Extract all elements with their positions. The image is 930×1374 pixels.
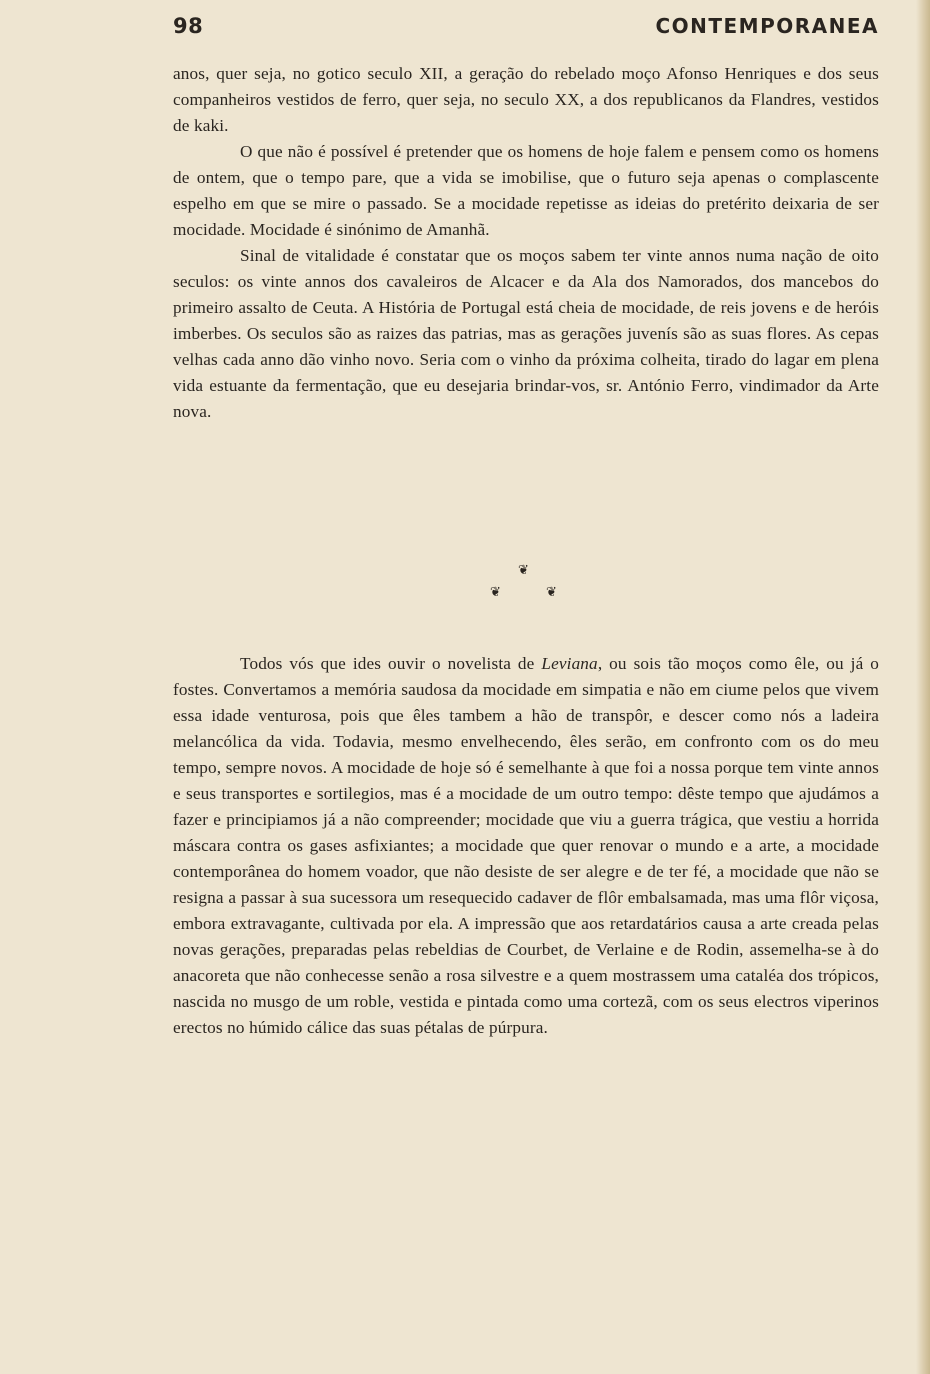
fleuron-icon: ❦ — [490, 585, 501, 600]
text-section-2 — [173, 651, 879, 1041]
fleuron-icon: ❦ — [546, 585, 557, 600]
paragraph-continued: anos, quer seja, no gotico seculo XII, a geração do rebelado moço Afonso Henriques e dos seus companheiros vestidos de ferro, quer seja, no seculo XX, a dos republicanos da Flandres, vestidos de kaki. — [173, 64, 879, 135]
fleuron-icon: ❦ — [518, 563, 529, 578]
running-title: CONTEMPORANEA — [655, 14, 879, 38]
book-title-leviana: Leviana — [541, 654, 598, 673]
page-header — [173, 14, 879, 50]
paragraph-text-start: Todos vós que ides ouvir o novelista de — [240, 654, 542, 673]
text-section-1 — [173, 61, 879, 425]
paragraph — [173, 651, 879, 1041]
section-divider-ornament — [470, 561, 570, 611]
page-number: 98 — [173, 14, 204, 38]
paragraph: O que não é possível é pretender que os homens de hoje falem e pensem como os homens de ontem, que o tempo pare, que a vida se imobilise, que o futuro seja apenas o complascente espelho em que se mire o passado. Se a mocidade repetisse as ideias do pretérito deixaria de ser mocidade. Mocidade é sinónimo de Amanhã. — [173, 142, 879, 239]
page-edge-shadow — [916, 0, 930, 1374]
paragraph-text-rest: , ou sois tão moços como êle, ou já o fostes. Convertamos a memória saudosa da mocidade em simpatia e não em ciume pelos que vivem essa idade venturosa, pois que êles tambem a hão de transpôr, e descer como nós a ladeira melancólica da vida. Todavia, mesmo envelhecendo, êles serão, em confronto com os do meu tempo, sempre novos. A mocidade de hoje só é semelhante à que foi a nossa porque tem vinte annos e seus transportes e sortilegios, mas é a mocidade de um outro tempo: dêste tempo que ajudámos a fazer e principiamos já a não compreender; mocidade que viu a guerra trágica, que vestiu a horrida máscara contra os gases asfixiantes; a mocidade que quer renovar o mundo e a arte, a mocidade contemporânea do homem voador, que não desiste de ser alegre e de ter fé, a mocidade que não se resigna a passar à sua sucessora um resequecido cadaver de flôr embalsamada, mas uma flôr viçosa, embora extravagante, cultivada por ela. A impressão que aos retardatários causa a arte creada pelas novas gerações, preparadas pelas rebeldias de Courbet, de Verlaine e de Rodin, assemelha-se à do anacoreta que não conhecesse senão a rosa silvestre e a quem mostrassem uma cataléa dos trópicos, nascida no musgo de um roble, vestida e pintada como uma cortezã, com os seus electros viperinos erectos no húmido cálice das suas pétalas de púrpura. — [173, 654, 879, 1037]
paragraph: Sinal de vitalidade é constatar que os moços sabem ter vinte annos numa nação de oito seculos: os vinte annos dos cavaleiros de Alcacer e da Ala dos Namorados, dos mancebos do primeiro assalto de Ceuta. A História de Portugal está cheia de mocidade, de reis jovens e de heróis imberbes. Os seculos são as raizes das patrias, mas as gerações juvenís são as suas flores. As cepas velhas cada anno dão vinho novo. Seria com o vinho da próxima colheita, tirado do lagar em plena vida estuante da fermentação, que eu desejaria brindar-vos, sr. António Ferro, vindimador da Arte nova. — [173, 246, 879, 421]
